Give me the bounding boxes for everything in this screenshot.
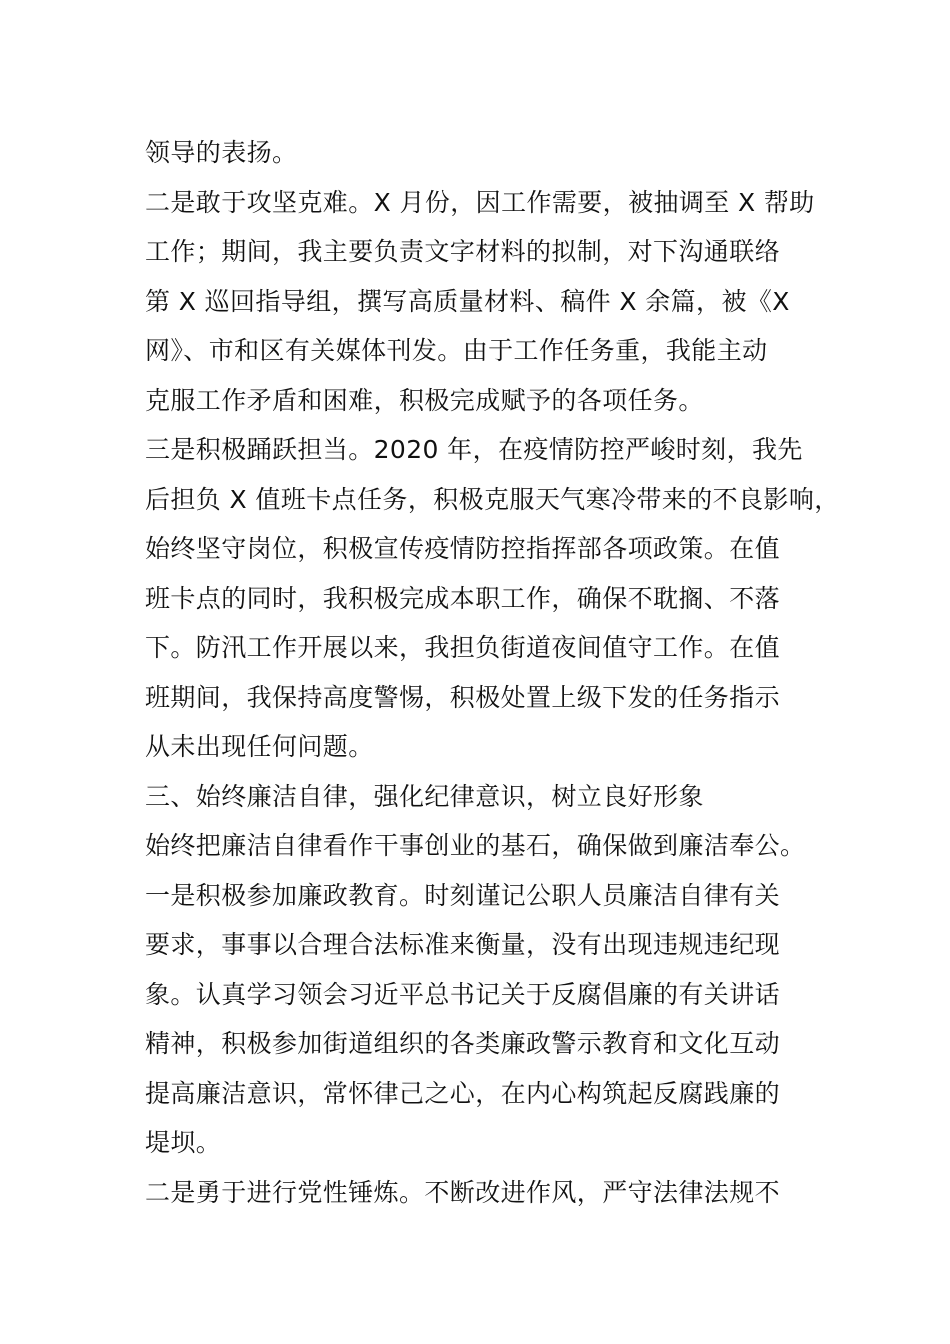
text-line: 克服工作矛盾和困难，积极完成赋予的各项任务。 [145,385,704,415]
text-line: 二是敢于攻坚克难。X 月份，因工作需要，被抽调至 X 帮助 [145,187,815,217]
text-line: 一是积极参加廉政教育。时刻谨记公职人员廉洁自律有关 [145,880,781,910]
section-heading: 三、始终廉洁自律，强化纪律意识，树立良好形象 [145,781,704,811]
document-body [145,128,840,1217]
text-line: 始终坚守岗位，积极宣传疫情防控指挥部各项政策。在值 [145,534,781,563]
text-line: 始终把廉洁自律看作干事创业的基石，确保做到廉洁奉公。 [145,831,806,860]
text-line: 领导的表扬。 [145,138,298,167]
text-line: 后担负 X 值班卡点任务，积极克服天气寒冷带来的不良影响， [145,484,840,514]
text-line: 精神，积极参加街道组织的各类廉政警示教育和文化互动 [145,1029,781,1058]
text-line: 网》、市和区有关媒体刊发。由于工作任务重，我能主动 [145,336,768,365]
text-line: 工作；期间，我主要负责文字材料的拟制，对下沟通联络 [145,237,781,266]
text-line: 班卡点的同时，我积极完成本职工作，确保不耽搁、不落 [145,583,781,613]
text-line: 从未出现任何问题。 [145,732,374,761]
text-line: 第 X 巡回指导组，撰写高质量材料、稿件 X 余篇，被《X [145,286,790,316]
text-line: 二是勇于进行党性锤炼。不断改进作风，严守法律法规不 [145,1177,781,1207]
text-line: 提高廉洁意识，常怀律己之心，在内心构筑起反腐践廉的 [145,1078,781,1108]
text-line: 班期间，我保持高度警惕，积极处置上级下发的任务指示 [145,682,781,712]
text-line: 三是积极踊跃担当。2020 年，在疫情防控严峻时刻，我先 [145,435,803,464]
text-line: 象。认真学习领会习近平总书记关于反腐倡廉的有关讲话 [145,979,781,1009]
text-line: 要求，事事以合理合法标准来衡量，没有出现违规违纪现 [145,930,781,959]
text-line: 下。防汛工作开展以来，我担负街道夜间值守工作。在值 [145,633,781,662]
text-line: 堤坝。 [145,1128,222,1157]
